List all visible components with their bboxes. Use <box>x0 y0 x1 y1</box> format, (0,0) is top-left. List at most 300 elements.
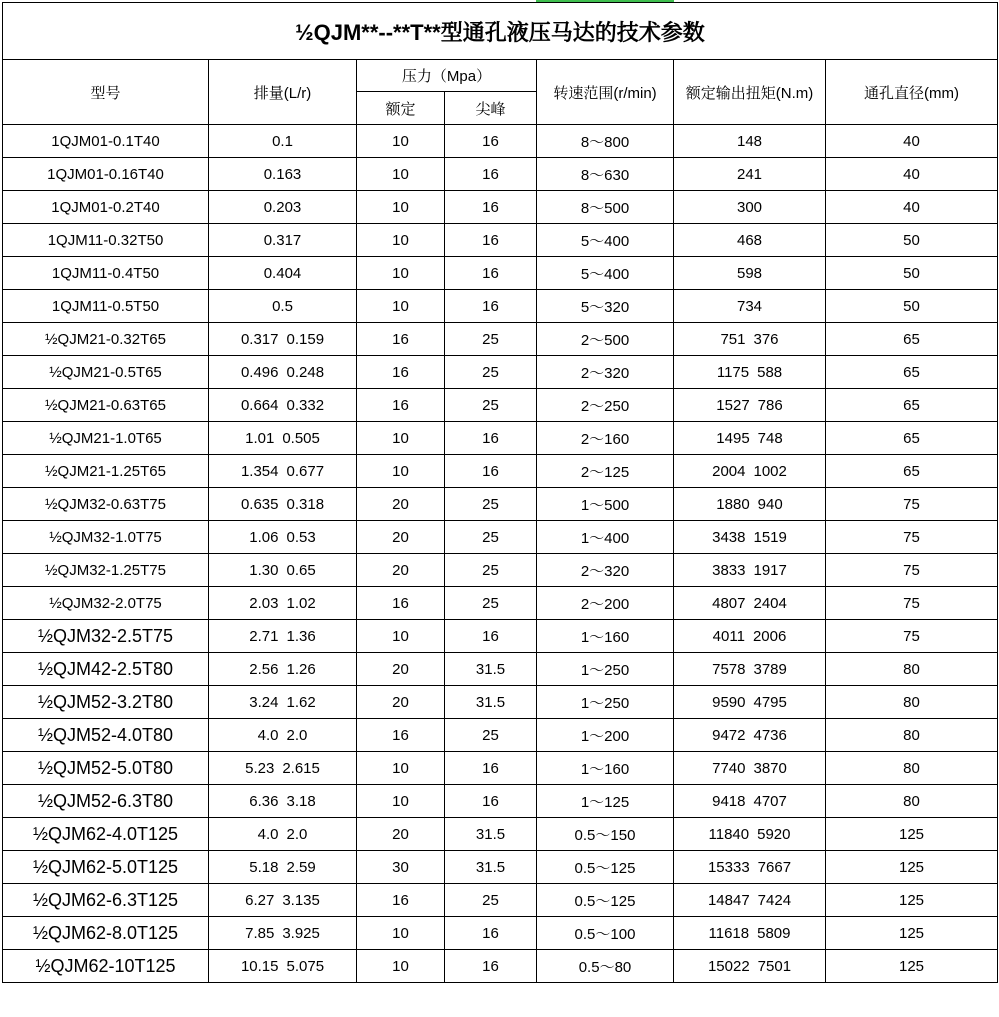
model-cell: ½QJM62-10T125 <box>3 950 209 983</box>
bore-diameter-cell: 75 <box>826 587 998 620</box>
rated-pressure-cell: 20 <box>357 521 445 554</box>
model-cell: ½QJM52-3.2T80 <box>3 686 209 719</box>
peak-pressure-cell: 16 <box>445 125 537 158</box>
table-row <box>3 521 998 554</box>
bore-diameter-cell: 75 <box>826 554 998 587</box>
displacement-half-value: 0.677 <box>286 462 325 480</box>
header-pressure-rated: 额定 <box>357 92 445 125</box>
peak-pressure-cell: 25 <box>445 488 537 521</box>
displacement-value: 2.03 <box>249 594 279 612</box>
torque-half-value: 7501 <box>757 957 792 975</box>
table-row <box>3 554 998 587</box>
displacement-half-value: 2.59 <box>286 858 316 876</box>
model-cell: ½QJM21-0.63T65 <box>3 389 209 422</box>
speed-range-cell: 1～250 <box>537 686 674 719</box>
peak-pressure-cell: 31.5 <box>445 818 537 851</box>
torque-cell <box>674 257 826 290</box>
displacement-half-value: 3.925 <box>282 924 320 942</box>
displacement-half-value: 3.18 <box>286 792 316 810</box>
speed-range-cell: 5～400 <box>537 224 674 257</box>
displacement-value: 2.56 <box>249 660 279 678</box>
bore-diameter-cell: 125 <box>826 950 998 983</box>
displacement-cell <box>209 653 357 686</box>
header-pressure-peak: 尖峰 <box>445 92 537 125</box>
model-cell: 1QJM01-0.16T40 <box>3 158 209 191</box>
torque-half-value: 4707 <box>753 792 787 810</box>
torque-cell <box>674 752 826 785</box>
model-cell: ½QJM52-4.0T80 <box>3 719 209 752</box>
table-row <box>3 719 998 752</box>
table-row <box>3 752 998 785</box>
torque-half-value: 7667 <box>757 858 792 876</box>
peak-pressure-cell: 25 <box>445 521 537 554</box>
rated-pressure-cell: 10 <box>357 422 445 455</box>
displacement-cell <box>209 587 357 620</box>
table-row <box>3 884 998 917</box>
displacement-cell <box>209 851 357 884</box>
speed-range-cell: 0.5～150 <box>537 818 674 851</box>
rated-pressure-cell: 10 <box>357 158 445 191</box>
displacement-value: 0.5 <box>272 297 293 315</box>
model-cell: 1QJM11-0.5T50 <box>3 290 209 323</box>
displacement-half-value: 2.0 <box>286 825 308 843</box>
torque-value: 11618 <box>708 924 750 942</box>
model-cell: ½QJM21-0.5T65 <box>3 356 209 389</box>
peak-pressure-cell: 16 <box>445 422 537 455</box>
peak-pressure-cell: 31.5 <box>445 653 537 686</box>
torque-cell <box>674 290 826 323</box>
displacement-value: 6.27 <box>245 891 275 909</box>
torque-value: 3833 <box>712 561 746 579</box>
rated-pressure-cell: 16 <box>357 389 445 422</box>
torque-half-value: 1002 <box>753 462 787 480</box>
speed-range-cell: 8～800 <box>537 125 674 158</box>
speed-range-cell: 2～200 <box>537 587 674 620</box>
torque-value: 3438 <box>712 528 746 546</box>
torque-half-value: 588 <box>757 363 783 381</box>
torque-cell <box>674 719 826 752</box>
torque-cell <box>674 158 826 191</box>
speed-range-cell: 1～200 <box>537 719 674 752</box>
torque-cell <box>674 488 826 521</box>
torque-value: 7740 <box>712 759 746 777</box>
peak-pressure-cell: 25 <box>445 884 537 917</box>
displacement-cell <box>209 719 357 752</box>
displacement-value: 10.15 <box>240 957 279 975</box>
torque-value: 1495 <box>716 429 750 447</box>
speed-range-cell: 2～125 <box>537 455 674 488</box>
displacement-half-value: 0.65 <box>286 561 316 579</box>
torque-half-value: 786 <box>757 396 783 414</box>
torque-value: 1175 <box>716 363 750 381</box>
displacement-cell <box>209 290 357 323</box>
displacement-value: 0.163 <box>263 165 302 183</box>
displacement-cell <box>209 356 357 389</box>
bore-diameter-cell: 40 <box>826 125 998 158</box>
displacement-value: 1.30 <box>249 561 279 579</box>
model-cell: 1QJM11-0.32T50 <box>3 224 209 257</box>
header-model: 型号 <box>3 60 209 125</box>
displacement-value: 0.203 <box>263 198 302 216</box>
displacement-cell <box>209 521 357 554</box>
rated-pressure-cell: 10 <box>357 224 445 257</box>
torque-value: 4807 <box>712 594 746 612</box>
torque-value: 241 <box>736 165 763 183</box>
torque-value: 734 <box>736 297 763 315</box>
displacement-cell <box>209 191 357 224</box>
torque-cell <box>674 224 826 257</box>
speed-range-cell: 1～400 <box>537 521 674 554</box>
speed-range-cell: 0.5～100 <box>537 917 674 950</box>
displacement-half-value: 2.0 <box>286 726 308 744</box>
speed-range-cell: 2～250 <box>537 389 674 422</box>
bore-diameter-cell: 65 <box>826 389 998 422</box>
torque-value: 4011 <box>712 627 745 645</box>
torque-value: 11840 <box>708 825 750 843</box>
displacement-value: 1.06 <box>249 528 279 546</box>
torque-value: 751 <box>720 330 746 348</box>
table-row <box>3 389 998 422</box>
displacement-cell <box>209 884 357 917</box>
header-pressure: 压力（Mpa） <box>357 60 537 92</box>
rated-pressure-cell: 10 <box>357 950 445 983</box>
bore-diameter-cell: 40 <box>826 191 998 224</box>
peak-pressure-cell: 16 <box>445 158 537 191</box>
peak-pressure-cell: 16 <box>445 752 537 785</box>
bore-diameter-cell: 125 <box>826 818 998 851</box>
rated-pressure-cell: 16 <box>357 719 445 752</box>
model-cell: ½QJM62-6.3T125 <box>3 884 209 917</box>
torque-value: 9418 <box>712 792 746 810</box>
displacement-half-value: 1.62 <box>286 693 316 711</box>
table-row <box>3 950 998 983</box>
torque-cell <box>674 587 826 620</box>
speed-range-cell: 1～160 <box>537 752 674 785</box>
peak-pressure-cell: 31.5 <box>445 686 537 719</box>
displacement-cell <box>209 224 357 257</box>
torque-value: 2004 <box>712 462 746 480</box>
peak-pressure-cell: 25 <box>445 323 537 356</box>
rated-pressure-cell: 10 <box>357 620 445 653</box>
torque-cell <box>674 125 826 158</box>
torque-cell <box>674 554 826 587</box>
displacement-value: 1.354 <box>240 462 279 480</box>
model-cell: 1QJM11-0.4T50 <box>3 257 209 290</box>
torque-value: 148 <box>736 132 763 150</box>
displacement-value: 3.24 <box>249 693 279 711</box>
model-cell: ½QJM32-1.25T75 <box>3 554 209 587</box>
speed-range-cell: 1～125 <box>537 785 674 818</box>
speed-range-cell: 0.5～125 <box>537 884 674 917</box>
rated-pressure-cell: 20 <box>357 686 445 719</box>
peak-pressure-cell: 25 <box>445 554 537 587</box>
torque-value: 14847 <box>707 891 750 909</box>
torque-cell <box>674 851 826 884</box>
table-row <box>3 851 998 884</box>
torque-value: 1880 <box>716 495 750 513</box>
torque-value: 9590 <box>712 693 746 711</box>
table-row <box>3 653 998 686</box>
peak-pressure-cell: 16 <box>445 191 537 224</box>
table-row <box>3 455 998 488</box>
torque-cell <box>674 356 826 389</box>
displacement-cell <box>209 818 357 851</box>
torque-cell <box>674 653 826 686</box>
displacement-value: 0.496 <box>240 363 279 381</box>
model-cell: 1QJM01-0.2T40 <box>3 191 209 224</box>
displacement-half-value: 0.332 <box>286 396 325 414</box>
displacement-value: 0.317 <box>240 330 279 348</box>
displacement-value: 0.317 <box>263 231 302 249</box>
model-cell: ½QJM62-4.0T125 <box>3 818 209 851</box>
peak-pressure-cell: 31.5 <box>445 851 537 884</box>
displacement-half-value: 0.53 <box>286 528 316 546</box>
displacement-value: 6.36 <box>249 792 279 810</box>
torque-value: 7578 <box>712 660 746 678</box>
displacement-cell <box>209 455 357 488</box>
peak-pressure-cell: 16 <box>445 620 537 653</box>
torque-value: 15022 <box>707 957 750 975</box>
peak-pressure-cell: 25 <box>445 389 537 422</box>
model-cell: 1QJM01-0.1T40 <box>3 125 209 158</box>
torque-cell <box>674 422 826 455</box>
table-row <box>3 917 998 950</box>
header-torque: 额定输出扭矩(N.m) <box>674 60 826 125</box>
torque-value: 15333 <box>707 858 750 876</box>
torque-half-value: 4736 <box>753 726 787 744</box>
rated-pressure-cell: 16 <box>357 356 445 389</box>
table-row <box>3 488 998 521</box>
displacement-cell <box>209 422 357 455</box>
bore-diameter-cell: 65 <box>826 323 998 356</box>
displacement-cell <box>209 686 357 719</box>
displacement-half-value: 0.318 <box>286 495 325 513</box>
displacement-half-value: 1.36 <box>286 627 316 645</box>
rated-pressure-cell: 16 <box>357 323 445 356</box>
torque-half-value: 3789 <box>753 660 787 678</box>
table-row <box>3 620 998 653</box>
bore-diameter-cell: 125 <box>826 884 998 917</box>
speed-range-cell: 2～320 <box>537 356 674 389</box>
displacement-cell <box>209 158 357 191</box>
table-row <box>3 158 998 191</box>
model-cell: ½QJM21-1.25T65 <box>3 455 209 488</box>
speed-range-cell: 0.5～80 <box>537 950 674 983</box>
rated-pressure-cell: 10 <box>357 455 445 488</box>
header-speed: 转速范围(r/min) <box>537 60 674 125</box>
table-row <box>3 422 998 455</box>
displacement-value: 5.18 <box>249 858 279 876</box>
speed-range-cell: 2～320 <box>537 554 674 587</box>
bore-diameter-cell: 65 <box>826 455 998 488</box>
peak-pressure-cell: 16 <box>445 917 537 950</box>
displacement-half-value: 3.135 <box>282 891 320 909</box>
displacement-cell <box>209 950 357 983</box>
displacement-value: 7.85 <box>245 924 275 942</box>
torque-cell <box>674 389 826 422</box>
table-row <box>3 587 998 620</box>
displacement-half-value: 1.26 <box>286 660 316 678</box>
speed-range-cell: 0.5～125 <box>537 851 674 884</box>
peak-pressure-cell: 16 <box>445 290 537 323</box>
speed-range-cell: 8～500 <box>537 191 674 224</box>
bore-diameter-cell: 75 <box>826 488 998 521</box>
displacement-cell <box>209 917 357 950</box>
model-cell: ½QJM21-0.32T65 <box>3 323 209 356</box>
torque-cell <box>674 620 826 653</box>
speed-range-cell: 5～320 <box>537 290 674 323</box>
bore-diameter-cell: 80 <box>826 686 998 719</box>
rated-pressure-cell: 10 <box>357 917 445 950</box>
displacement-value: 4.0 <box>257 825 279 843</box>
bore-diameter-cell: 65 <box>826 356 998 389</box>
bore-diameter-cell: 50 <box>826 224 998 257</box>
rated-pressure-cell: 10 <box>357 290 445 323</box>
table-title: ½QJM**--**T**型通孔液压马达的技术参数 <box>3 3 998 60</box>
model-cell: ½QJM21-1.0T65 <box>3 422 209 455</box>
torque-cell <box>674 884 826 917</box>
rated-pressure-cell: 20 <box>357 818 445 851</box>
torque-cell <box>674 917 826 950</box>
table-row <box>3 191 998 224</box>
torque-half-value: 1917 <box>753 561 787 579</box>
torque-half-value: 7424 <box>757 891 792 909</box>
rated-pressure-cell: 10 <box>357 125 445 158</box>
torque-cell <box>674 818 826 851</box>
spec-table <box>2 2 998 983</box>
displacement-value: 0.404 <box>263 264 302 282</box>
torque-cell <box>674 323 826 356</box>
torque-half-value: 1519 <box>753 528 787 546</box>
bore-diameter-cell: 50 <box>826 290 998 323</box>
torque-cell <box>674 521 826 554</box>
rated-pressure-cell: 10 <box>357 191 445 224</box>
peak-pressure-cell: 16 <box>445 785 537 818</box>
peak-pressure-cell: 16 <box>445 224 537 257</box>
speed-range-cell: 1～250 <box>537 653 674 686</box>
rated-pressure-cell: 20 <box>357 554 445 587</box>
model-cell: ½QJM62-8.0T125 <box>3 917 209 950</box>
rated-pressure-cell: 10 <box>357 257 445 290</box>
displacement-cell <box>209 257 357 290</box>
bore-diameter-cell: 125 <box>826 851 998 884</box>
rated-pressure-cell: 16 <box>357 587 445 620</box>
speed-range-cell: 2～160 <box>537 422 674 455</box>
speed-range-cell: 8～630 <box>537 158 674 191</box>
bore-diameter-cell: 80 <box>826 752 998 785</box>
displacement-half-value: 0.159 <box>286 330 325 348</box>
torque-cell <box>674 686 826 719</box>
table-row <box>3 356 998 389</box>
bore-diameter-cell: 65 <box>826 422 998 455</box>
torque-half-value: 2404 <box>753 594 787 612</box>
table-row <box>3 257 998 290</box>
displacement-value: 5.23 <box>245 759 275 777</box>
bore-diameter-cell: 80 <box>826 785 998 818</box>
bore-diameter-cell: 50 <box>826 257 998 290</box>
table-row <box>3 125 998 158</box>
bore-diameter-cell: 75 <box>826 620 998 653</box>
header-displacement: 排量(L/r) <box>209 60 357 125</box>
model-cell: ½QJM32-0.63T75 <box>3 488 209 521</box>
table-row <box>3 290 998 323</box>
peak-pressure-cell: 25 <box>445 356 537 389</box>
bore-diameter-cell: 80 <box>826 653 998 686</box>
table-row <box>3 818 998 851</box>
bore-diameter-cell: 40 <box>826 158 998 191</box>
peak-pressure-cell: 25 <box>445 587 537 620</box>
torque-half-value: 748 <box>757 429 783 447</box>
displacement-half-value: 5.075 <box>286 957 325 975</box>
displacement-cell <box>209 323 357 356</box>
model-cell: ½QJM42-2.5T80 <box>3 653 209 686</box>
displacement-value: 0.1 <box>272 132 293 150</box>
speed-range-cell: 5～400 <box>537 257 674 290</box>
header-bore: 通孔直径(mm) <box>826 60 998 125</box>
displacement-half-value: 0.505 <box>282 429 320 447</box>
displacement-value: 0.664 <box>240 396 279 414</box>
peak-pressure-cell: 16 <box>445 950 537 983</box>
peak-pressure-cell: 25 <box>445 719 537 752</box>
bore-diameter-cell: 75 <box>826 521 998 554</box>
displacement-cell <box>209 752 357 785</box>
displacement-cell <box>209 554 357 587</box>
rated-pressure-cell: 16 <box>357 884 445 917</box>
rated-pressure-cell: 20 <box>357 653 445 686</box>
peak-pressure-cell: 16 <box>445 455 537 488</box>
table-row <box>3 686 998 719</box>
model-cell: ½QJM32-1.0T75 <box>3 521 209 554</box>
rated-pressure-cell: 10 <box>357 752 445 785</box>
torque-cell <box>674 950 826 983</box>
table-row <box>3 323 998 356</box>
torque-cell <box>674 785 826 818</box>
torque-half-value: 940 <box>757 495 783 513</box>
torque-half-value: 3870 <box>753 759 787 777</box>
displacement-half-value: 2.615 <box>282 759 320 777</box>
model-cell: ½QJM32-2.0T75 <box>3 587 209 620</box>
displacement-value: 1.01 <box>245 429 275 447</box>
torque-half-value: 2006 <box>752 627 787 645</box>
torque-cell <box>674 191 826 224</box>
displacement-half-value: 0.248 <box>286 363 325 381</box>
model-cell: ½QJM52-5.0T80 <box>3 752 209 785</box>
torque-half-value: 376 <box>753 330 779 348</box>
rated-pressure-cell: 10 <box>357 785 445 818</box>
torque-half-value: 5809 <box>757 924 791 942</box>
displacement-cell <box>209 125 357 158</box>
table-row <box>3 224 998 257</box>
displacement-cell <box>209 488 357 521</box>
bore-diameter-cell: 80 <box>826 719 998 752</box>
rated-pressure-cell: 20 <box>357 488 445 521</box>
torque-value: 598 <box>736 264 763 282</box>
torque-half-value: 5920 <box>757 825 791 843</box>
speed-range-cell: 1～500 <box>537 488 674 521</box>
displacement-cell <box>209 785 357 818</box>
speed-range-cell: 2～500 <box>537 323 674 356</box>
displacement-value: 0.635 <box>240 495 279 513</box>
table-row <box>3 785 998 818</box>
displacement-cell <box>209 620 357 653</box>
torque-half-value: 4795 <box>753 693 787 711</box>
displacement-value: 4.0 <box>257 726 279 744</box>
torque-cell <box>674 455 826 488</box>
torque-value: 1527 <box>716 396 750 414</box>
speed-range-cell: 1～160 <box>537 620 674 653</box>
bore-diameter-cell: 125 <box>826 917 998 950</box>
displacement-cell <box>209 389 357 422</box>
